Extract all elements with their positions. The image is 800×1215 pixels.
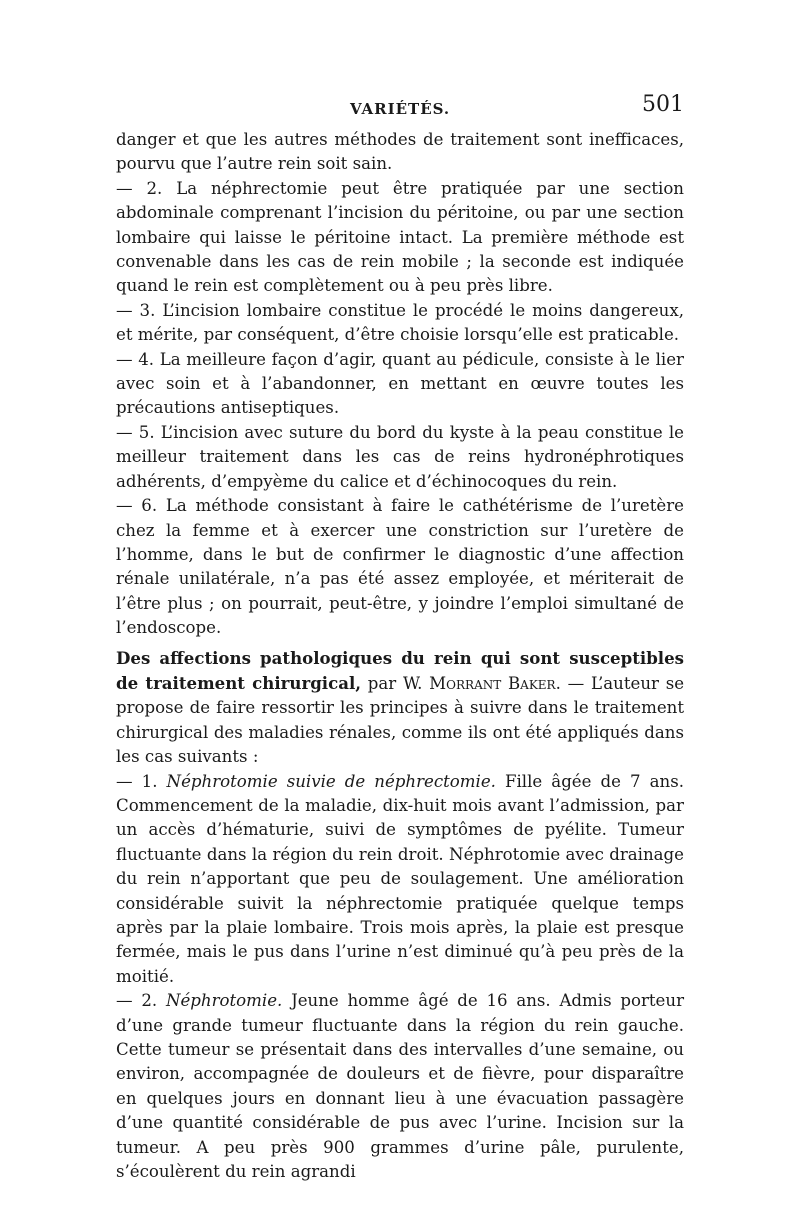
case-1-number: — 1. — [116, 771, 158, 791]
header-title: VARIÉTÉS. — [350, 100, 451, 118]
section-author: Morrant Baker. — [429, 673, 561, 693]
paragraph-point-4: — 4. La meilleure façon d’agir, quant au pédicule, consiste à le lier avec soin et à l’abandonner, en mettant en œuvre toutes les précautions antiseptiques. — [116, 349, 684, 418]
section-title: Des affections pathologiques du rein qui sont susceptibles de traitement chirurgical, — [116, 647, 684, 693]
case-1-paragraph — [116, 770, 684, 990]
paragraph-point-5: — 5. L’incision avec suture du bord du kyste à la peau constitue le meilleur traitement dans les cas de reins hydronéphrotiques adhérents, d’empyème du calice et d’échinocoques du rein. — [116, 422, 684, 491]
paragraph-point-3: — 3. L’incision lombaire constitue le procédé le moins dangereux, et mérite, par conséquent, d’être choisie lorsqu’elle est praticable. — [116, 300, 684, 345]
paragraph-continuation: danger et que les autres méthodes de traitement sont inefficaces, pourvu que l’autre rein soit sain. — [116, 130, 684, 174]
case-1-title: Néphrotomie suivie de néphrectomie. — [166, 771, 496, 791]
case-2-text: Jeune homme âgé de 16 ans. Admis porteur d’une grande tumeur fluctuante dans la région du rein gauche. Cette tumeur se présentait dans des intervalles d’une semaine, ou environ, accompagnée de douleurs et de fièvre, pour disparaître en quelques jours en donnant lieu à une évacuation passagère d’une quantité considérable de pus avec l’urine. Incision sur la tumeur. A peu près 900 grammes d’urine pâle, purulente, s’écoulèrent du rein agrandi — [116, 991, 685, 1182]
section-intro: — L’auteur se propose de faire ressortir les principes à suivre dans le traitement chirurgical des maladies rénales, comme ils ont été appliqués dans les cas suivants : — [116, 673, 685, 767]
paragraph-point-2: — 2. La néphrectomie peut être pratiquée par une section abdominale comprenant l’incision du péritoine, ou par une section lombaire qui laisse le péritoine intact. La première méthode est convenable dans les cas de rein mobile ; la seconde est indiquée quand le rein est complètement ou à peu près libre. — [116, 178, 684, 296]
paragraph-point-6: — 6. La méthode consistant à faire le cathétérisme de l’uretère chez la femme et à exercer une constriction sur l’uretère de l’homme, dans le but de confirmer le diagnostic d’une affection rénale unilatérale, n’a pas été assez employée, et mériterait de l’être plus ; on pourrait, peut-être, y joindre l’emploi simultané de l’endoscope. — [116, 496, 684, 638]
case-2-title: Néphrotomie. — [165, 991, 283, 1011]
case-2-paragraph — [116, 989, 684, 1184]
body-text — [116, 128, 684, 1184]
case-2-number: — 2. — [116, 991, 158, 1011]
running-head — [116, 92, 684, 128]
section-paragraph — [116, 646, 684, 770]
section-by: par W. — [367, 673, 423, 693]
case-1-text: Fille âgée de 7 ans. Commencement de la maladie, dix-huit mois avant l’admission, par un accès d’hématurie, suivi de symptômes de pyélite. Tumeur fluctuante dans la région du rein droit. Néphrotomie avec drainage du rein n’apportant que peu de soulagement. Une amélioration considérable suivit la néphrectomie pratiquée quelque temps après par la plaie lombaire. Trois mois après, la plaie est presque fermée, mais le pus dans l’urine n’est diminué qu’à peu près de la moitié. — [116, 771, 684, 986]
page-number: 501 — [642, 92, 684, 117]
book-page — [116, 92, 684, 1184]
